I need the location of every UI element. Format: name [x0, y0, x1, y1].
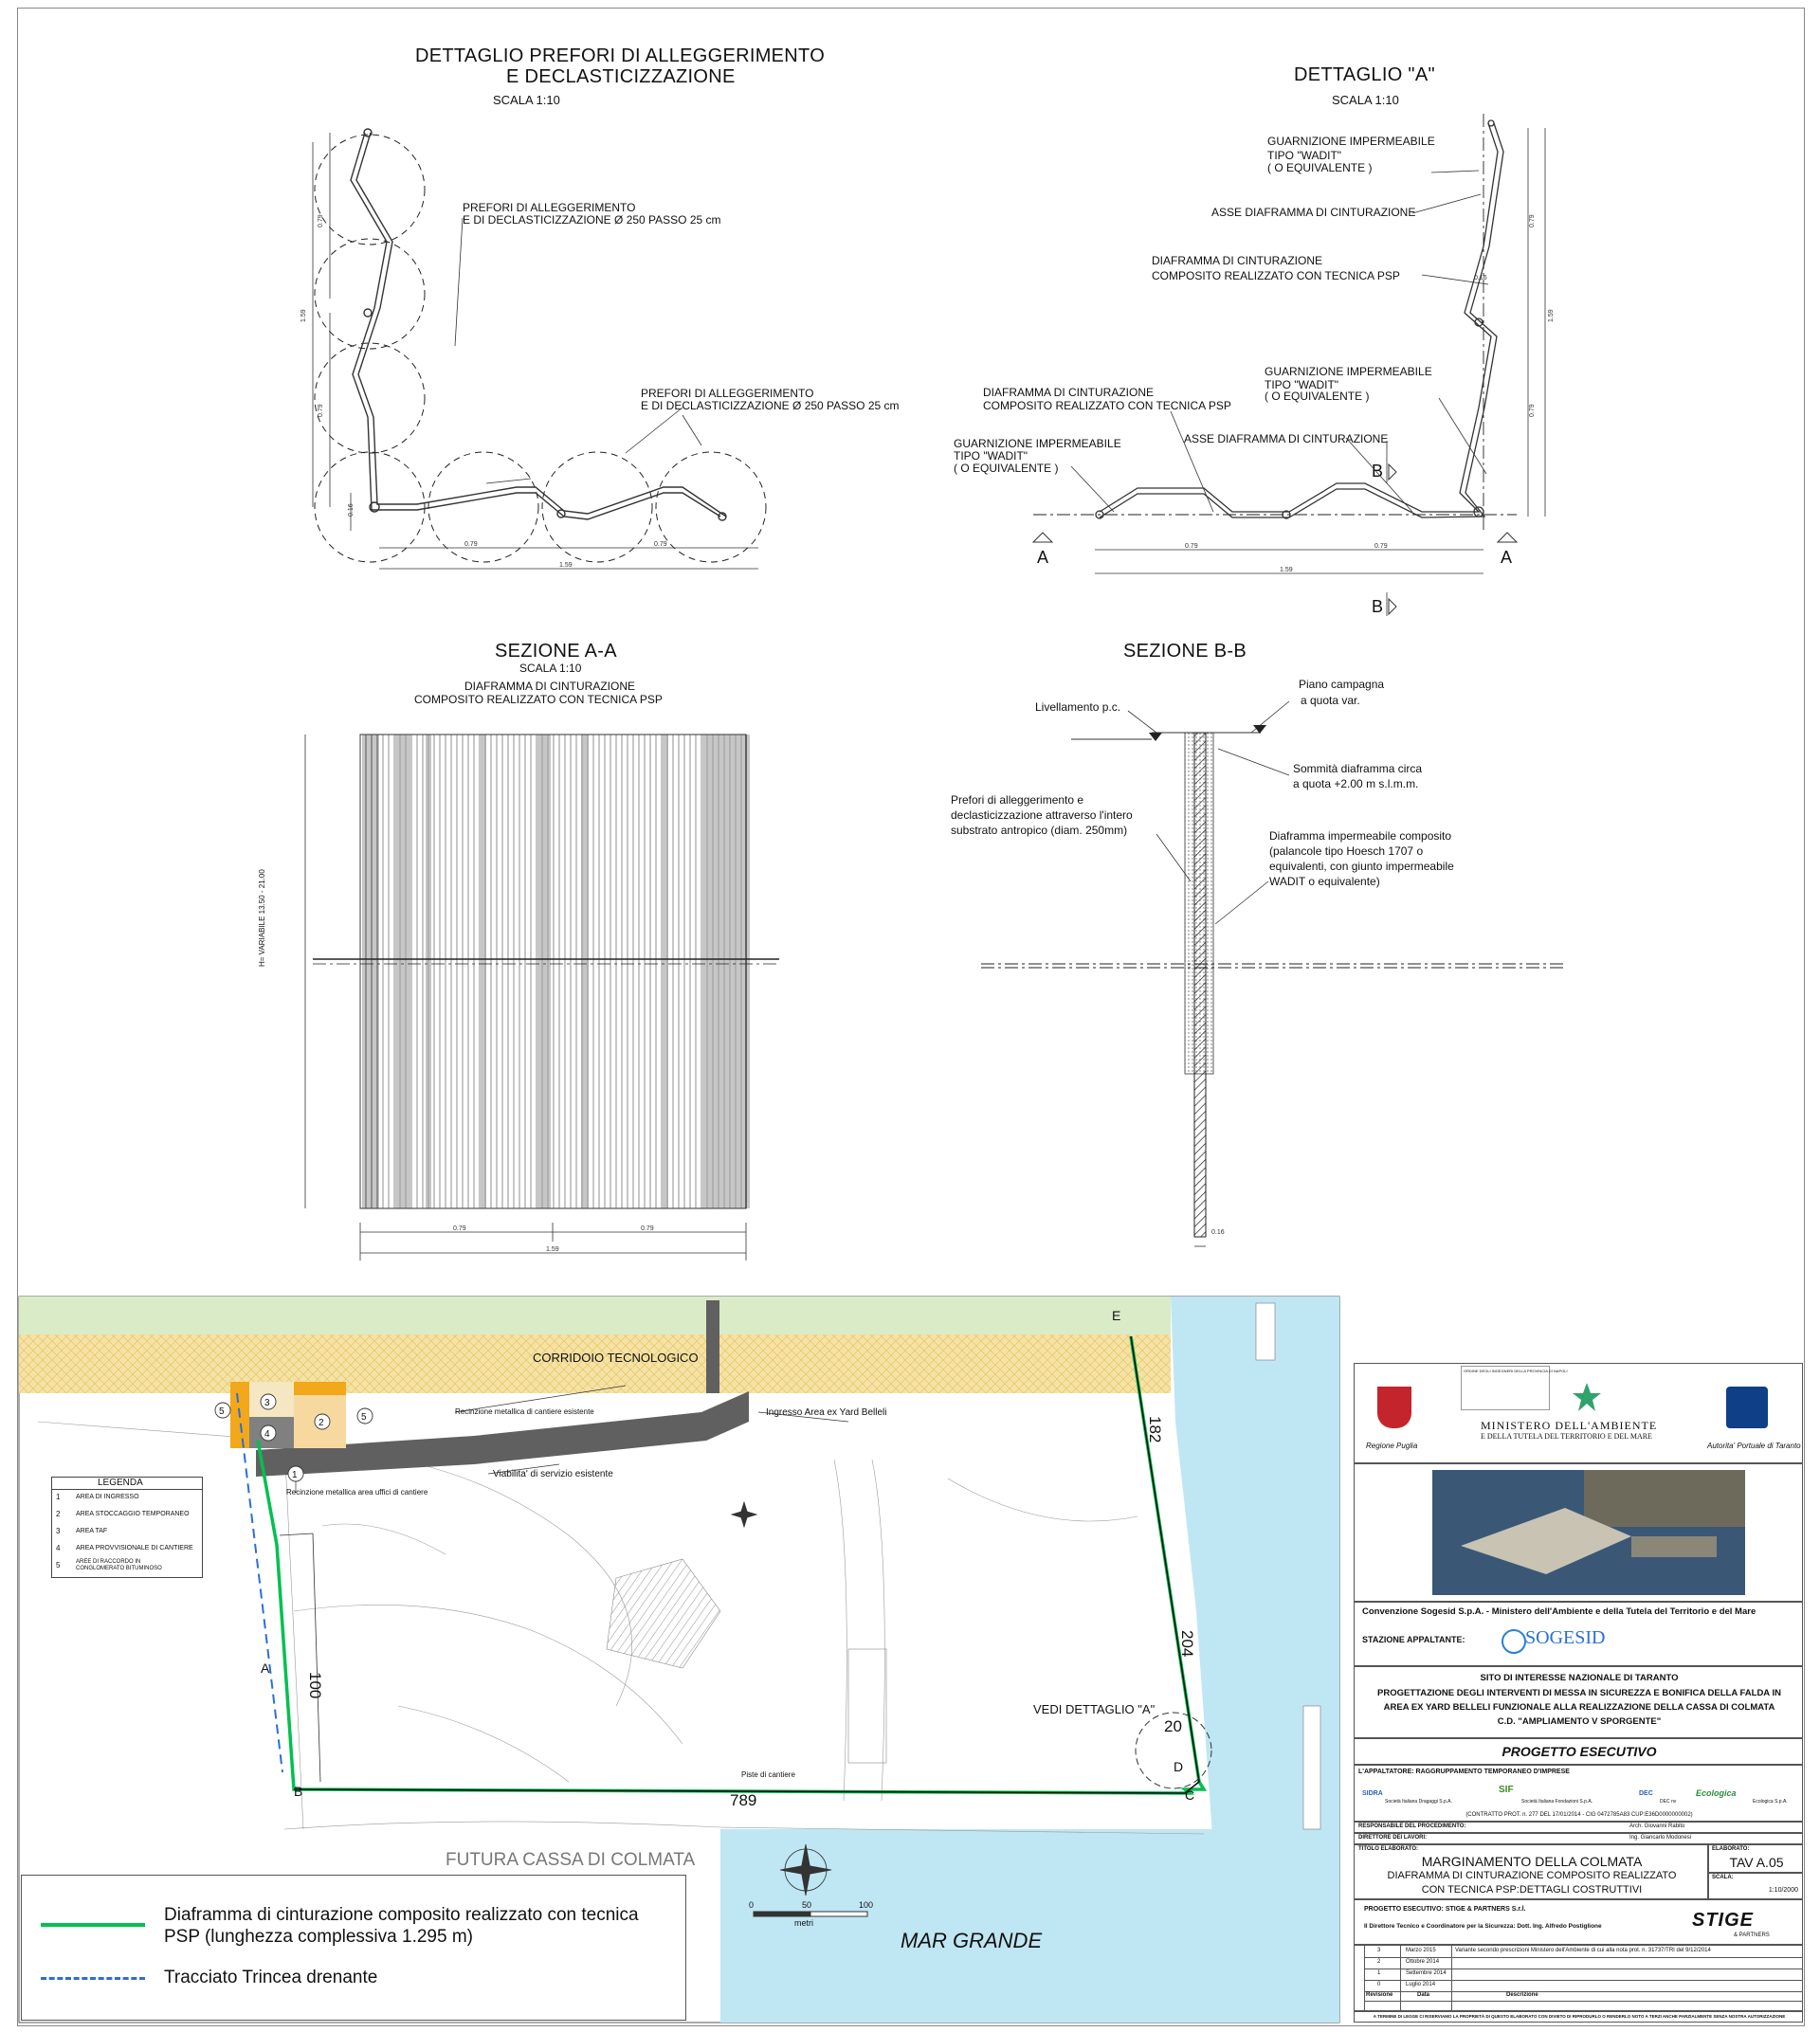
section-label-b-bottom: B — [1372, 597, 1384, 616]
prefori-dim: 0.79 — [318, 214, 324, 227]
point-label-b: B — [294, 1784, 303, 1799]
map-piste: Piste di cantiere — [741, 1770, 795, 1779]
map-mar-grande: MAR GRANDE — [901, 1929, 1043, 1952]
section-label-b-top: B — [1372, 462, 1384, 481]
impresa-logo: DEC — [1639, 1790, 1653, 1797]
ordine-stamp-text: ORDINE DEGLI INGEGNERI DELLA PROVINCIA DI NAPOLI — [1464, 1369, 1568, 1373]
detail-a-dim: 0.79 — [1185, 543, 1198, 550]
rev-date: Ottobre 2014 — [1406, 1959, 1440, 1965]
section-label-a-right: A — [1501, 548, 1513, 567]
area-number: 5 — [219, 1406, 225, 1417]
impresa-name: Ecologica S.p.A. — [1753, 1799, 1788, 1805]
legend-num: 5 — [56, 1561, 61, 1569]
impresa-logo: SIF — [1499, 1785, 1514, 1795]
legend-blue: Tracciato Trincea drenante — [164, 1968, 378, 1987]
autorita-label: Autorita' Portuale di Taranto — [1707, 1442, 1801, 1450]
prefori-dim: 0.16 — [348, 503, 355, 517]
map-recinzione-uffici: Recinzione metallica area uffici di cantiere — [286, 1488, 428, 1497]
sito-title: SITO DI INTERESSE NAZIONALE DI TARANTO — [1480, 1673, 1679, 1683]
ordine-stamp — [1461, 1366, 1568, 1410]
point-label-c: C — [1185, 1787, 1195, 1803]
detail-a-diaf1-2: COMPOSITO REALIZZATO CON TECNICA PSP — [1152, 269, 1400, 282]
rev-date: Settembre 2014 — [1406, 1970, 1447, 1976]
map-recinzione-cantiere: Recinzione metallica di cantiere esistente — [455, 1407, 594, 1416]
dim-789: 789 — [730, 1791, 757, 1809]
detail-a-dim: 1.59 — [1548, 309, 1555, 322]
legend-item: AREA DI INGRESSO — [76, 1494, 139, 1500]
area-number: 5 — [361, 1412, 367, 1423]
scale-tick: 0 — [749, 1900, 755, 1910]
stige-wordmark: STIGE — [1692, 1910, 1755, 1931]
area-number: 2 — [318, 1418, 324, 1428]
rev-number: 0 — [1377, 1982, 1381, 1987]
legend-green-2: PSP (lunghezza complessiva 1.295 m) — [164, 1927, 473, 1947]
sogesid-wordmark: SOGESID — [1525, 1627, 1606, 1648]
stige-sub: & PARTNERS — [1734, 1932, 1770, 1938]
sezione-bb-prefori-1: Prefori di alleggerimento e — [951, 793, 1084, 807]
aerial-photo — [1432, 1470, 1745, 1595]
legend-num: 3 — [56, 1527, 61, 1535]
sezione-bb-sommita-1: Sommità diaframma circa — [1293, 762, 1423, 775]
sezione-bb-diaf-4: WADIT o equivalente) — [1269, 875, 1380, 888]
detail-a-asse-1: ASSE DIAFRAMMA DI CINTURAZIONE — [1211, 206, 1416, 219]
point-label-e: E — [1112, 1308, 1121, 1323]
progettista: PROGETTO ESECUTIVO: STIGE & PARTNERS S.r.l. — [1364, 1906, 1526, 1913]
ministero-1: MINISTERO DELL'AMBIENTE — [1481, 1419, 1658, 1432]
impresa-logo: SIDRA — [1362, 1790, 1383, 1797]
rev-header-desc: Descrizione — [1506, 1992, 1538, 1998]
rev-date: Luglio 2014 — [1406, 1982, 1436, 1987]
sezione-bb-sommita-2: a quota +2.00 m s.l.m.m. — [1293, 777, 1419, 790]
revisions-table — [1354, 1945, 1803, 2011]
detail-a-guarn-low-2: TIPO "WADIT" — [954, 449, 1028, 463]
detail-a-asse-2: ASSE DIAFRAMMA DI CINTURAZIONE — [1184, 432, 1389, 445]
sezione-aa-sub-1: DIAFRAMMA DI CINTURAZIONE — [464, 680, 636, 693]
direttore-row — [1354, 1833, 1803, 1844]
blue-line-swatch — [41, 1977, 145, 1980]
legend-item: AREE DI RACCORDO IN CONGLOMERATO BITUMINOSO — [76, 1559, 162, 1571]
map-futura: FUTURA CASSA DI COLMATA — [446, 1850, 696, 1870]
scale-tick: 100 — [859, 1900, 874, 1910]
sezione-aa-sub-2: COMPOSITO REALIZZATO CON TECNICA PSP — [414, 693, 663, 706]
map-viabilita: Viabilita' di servizio esistente — [493, 1469, 613, 1479]
sezione-aa-dim: 0.79 — [641, 1225, 654, 1232]
green-line-swatch — [41, 1923, 145, 1927]
legend-num: 2 — [56, 1510, 61, 1518]
detail-a-dim: 1.59 — [1280, 567, 1293, 573]
sezione-bb-piano-2: a quota var. — [1301, 694, 1360, 707]
sezione-aa-dim: 0.79 — [453, 1225, 466, 1232]
dim-204: 204 — [1178, 1630, 1196, 1658]
map-vedi-dettaglio: VEDI DETTAGLIO "A" — [1033, 1702, 1156, 1716]
prefori-scale: SCALA 1:10 — [493, 93, 560, 107]
detail-a-guarn-top-1: GUARNIZIONE IMPERMEABILE — [1267, 135, 1435, 148]
rev-number: 3 — [1377, 1948, 1381, 1953]
responsabile-name: Arch. Giovanni Rabito — [1629, 1823, 1685, 1829]
stazione-label: STAZIONE APPALTANTE: — [1362, 1635, 1465, 1644]
point-label-a: A — [261, 1660, 270, 1676]
dim-100: 100 — [306, 1672, 324, 1699]
appaltatore-label: L'APPALTATORE: RAGGRUPPAMENTO TEMPORANEO D'IMPRESE — [1358, 1769, 1570, 1775]
scala-cell — [1708, 1873, 1803, 1899]
sezione-aa-title: SEZIONE A-A — [495, 641, 617, 662]
scala-label: SCALA: — [1712, 1875, 1734, 1880]
legend-item: AREA TAF — [76, 1528, 108, 1534]
elaborato-code: TAV A.05 — [1729, 1855, 1784, 1870]
detail-a-guarn-top-2: TIPO "WADIT" — [1267, 149, 1342, 162]
scale-tick: 50 — [802, 1900, 812, 1910]
section-label-a-left: A — [1037, 548, 1049, 567]
detail-a-title: DETTAGLIO "A" — [1294, 64, 1435, 85]
detail-a-guarn-low-3: ( O EQUIVALENTE ) — [954, 462, 1059, 475]
prefori-title-2: E DECLASTICIZZAZIONE — [506, 66, 736, 87]
scale-unit: metri — [794, 1918, 813, 1928]
rev-desc: Variante secondo prescrizioni Ministero dell'Ambiente di cui alla nota prot. n. 31737/TRI del 9/12/2014 — [1455, 1948, 1711, 1953]
ministero-2: E DELLA TUTELA DEL TERRITORIO E DEL MARE — [1481, 1432, 1652, 1441]
prefori-note1-2: E DI DECLASTICIZZAZIONE Ø 250 PASSO 25 cm — [463, 213, 721, 227]
convenzione-text: Convenzione Sogesid S.p.A. - Ministero dell'Ambiente e della Tutela del Territorio e del Mare — [1362, 1606, 1756, 1617]
coordinatore: Il Direttore Tecnico e Coordinatore per la Sicurezza: Dott. Ing. Alfredo Postiglione — [1364, 1923, 1602, 1930]
area-number: 1 — [292, 1470, 298, 1480]
rev-header-data: Data — [1417, 1992, 1430, 1998]
map-legend — [51, 1477, 203, 1578]
sezione-bb-diaf-1: Diaframma impermeabile composito — [1269, 829, 1452, 843]
prefori-dim: 1.59 — [559, 562, 573, 569]
detail-a-diaf2-2: COMPOSITO REALIZZATO CON TECNICA PSP — [983, 399, 1231, 412]
progettazione-3: C.D. "AMPLIAMENTO V SPORGENTE" — [1497, 1716, 1662, 1727]
detail-a-dim: 0.79 — [1529, 214, 1536, 227]
progetto-cell — [1354, 1738, 1803, 1765]
contratto: (CONTRATTO PROT. n. 277 DEL 17/01/2014 - CIG 0472785A83 CUP:E36D0000000002) — [1465, 1812, 1693, 1818]
impresa-name: Società Italiana Fondazioni S.p.A. — [1521, 1799, 1593, 1805]
progettazione-1: PROGETTAZIONE DEGLI INTERVENTI DI MESSA IN SICUREZZA E BONIFICA DELLA FALDA IN — [1377, 1688, 1781, 1698]
prefori-title-1: DETTAGLIO PREFORI DI ALLEGGERIMENTO — [415, 45, 826, 66]
sezione-bb-prefori-3: substrato antropico (diam. 250mm) — [951, 824, 1128, 837]
titolo-label: TITOLO ELABORATO: — [1358, 1846, 1418, 1852]
progettazione-2: AREA EX YARD BELLELI FUNZIONALE ALLA REALIZZAZIONE DELLA CASSA DI COLMATA — [1383, 1702, 1775, 1713]
impresa-logo: Ecologica — [1696, 1788, 1737, 1798]
footer-cell — [1354, 2011, 1803, 2023]
prefori-note2-2: E DI DECLASTICIZZAZIONE Ø 250 PASSO 25 cm — [641, 399, 900, 412]
rev-number: 2 — [1377, 1959, 1381, 1965]
prefori-dim: 0.79 — [464, 541, 478, 548]
titolo-2: DIAFRAMMA DI CINTURAZIONE COMPOSITO REALIZZATO — [1387, 1870, 1677, 1881]
sogesid-logo-icon — [1502, 1629, 1526, 1654]
autorita-logo-icon — [1726, 1387, 1768, 1428]
legend-item: AREA STOCCAGGIO TEMPORANEO — [76, 1511, 190, 1517]
regione-crest-icon — [1377, 1387, 1411, 1428]
detail-a-scale: SCALA 1:10 — [1332, 93, 1399, 107]
legend-item: AREA PROVVISIONALE DI CANTIERE — [76, 1545, 193, 1551]
detail-a-dim: 0.79 — [1529, 404, 1536, 417]
sezione-aa-scale: SCALA 1:10 — [519, 662, 582, 675]
point-label-d: D — [1174, 1759, 1184, 1774]
titolo-cell — [1354, 1844, 1708, 1899]
legend-title: LEGENDA — [98, 1478, 143, 1488]
prefori-note1-1: PREFORI DI ALLEGGERIMENTO — [463, 201, 636, 214]
detail-a-guarn-mid-2: TIPO "WADIT" — [1265, 378, 1339, 391]
prefori-dim: 0.79 — [318, 404, 324, 417]
area-number: 4 — [264, 1429, 270, 1440]
sezione-bb-prefori-2: declasticizzazione attraverso l'intero — [951, 808, 1133, 822]
sezione-aa-dim: 1.59 — [546, 1246, 559, 1253]
sezione-bb-dim: 0.16 — [1211, 1229, 1225, 1236]
legend-green-1: Diaframma di cinturazione composito realizzato con tecnica — [164, 1905, 639, 1925]
impresa-name: Società Italiana Dragaggi S.p.A. — [1385, 1799, 1452, 1805]
area-number: 3 — [264, 1398, 270, 1408]
convenzione-cell — [1354, 1602, 1803, 1666]
legend-num: 4 — [56, 1544, 61, 1552]
responsabile-row — [1354, 1822, 1803, 1833]
responsabile-label: RESPONSABILE DEL PROCEDIMENTO: — [1358, 1823, 1466, 1829]
star-icon — [1573, 1383, 1593, 1404]
impresa-name: DEC nv — [1660, 1799, 1677, 1805]
sezione-bb-diaf-3: equivalenti, con giunto impermeabile — [1269, 860, 1454, 873]
rev-date: Marzo 2015 — [1406, 1948, 1436, 1953]
direttore-name: Ing. Giancarlo Modonesi — [1629, 1835, 1692, 1841]
prefori-dim: 1.59 — [300, 309, 307, 322]
rev-header-rev: Revisione — [1366, 1992, 1393, 1998]
footer-note: A TERMINE DI LEGGE CI RISERVIAMO LA PROPRIETÀ DI QUESTO ELABORATO CON DIVIETO DI RIPRODURLO O RENDERLO NOTO A TERZI ANCHE PARZIALMENTE SENZA NOSTRA AUTORIZZAZIONE — [1373, 2014, 1786, 2019]
detail-a-dim: 0.16 — [1474, 275, 1487, 281]
prefori-dim: 0.79 — [654, 541, 667, 548]
prefori-note2-1: PREFORI DI ALLEGGERIMENTO — [641, 387, 814, 400]
sezione-bb-livellamento: Livellamento p.c. — [1035, 700, 1121, 714]
titolo-1: MARGINAMENTO DELLA COLMATA — [1421, 1854, 1643, 1869]
detail-a-dim: 0.79 — [1374, 543, 1388, 550]
map-ingresso: Ingresso Area ex Yard Belleli — [766, 1407, 887, 1418]
dim-182: 182 — [1146, 1416, 1164, 1443]
detail-a-diaf2-1: DIAFRAMMA DI CINTURAZIONE — [983, 386, 1155, 399]
detail-a-guarn-top-3: ( O EQUIVALENTE ) — [1267, 161, 1373, 174]
direttore-label: DIRETTORE DEI LAVORI: — [1358, 1835, 1428, 1841]
legend-num: 1 — [56, 1493, 61, 1501]
map-corridoio: CORRIDOIO TECNOLOGICO — [533, 1351, 699, 1365]
logos-row — [1354, 1363, 1803, 1463]
sezione-bb-diaf-2: (palancole tipo Hoesch 1707 o — [1269, 844, 1424, 858]
sezione-bb-title: SEZIONE B-B — [1123, 641, 1247, 662]
rev-number: 1 — [1377, 1970, 1381, 1976]
detail-a-guarn-mid-3: ( O EQUIVALENTE ) — [1265, 390, 1370, 403]
dim-20: 20 — [1164, 1717, 1182, 1735]
detail-a-guarn-mid-1: GUARNIZIONE IMPERMEABILE — [1265, 365, 1432, 378]
titolo-3: CON TECNICA PSP:DETTAGLI COSTRUTTIVI — [1421, 1884, 1643, 1896]
regione-label: Regione Puglia — [1366, 1442, 1418, 1450]
scala-value: 1:10/2000 — [1768, 1887, 1798, 1894]
detail-a-diaf1-1: DIAFRAMMA DI CINTURAZIONE — [1152, 254, 1323, 267]
photo-cell — [1354, 1463, 1803, 1602]
appaltatore-cell — [1354, 1765, 1803, 1822]
elaborato-cell — [1708, 1844, 1803, 1873]
sito-cell — [1354, 1666, 1803, 1738]
progetto-esecutivo: PROGETTO ESECUTIVO — [1502, 1744, 1657, 1759]
progettista-cell — [1354, 1899, 1803, 1945]
sezione-aa-vertical-dim: H= VARIABILE 13.50 - 21.00 — [258, 869, 266, 967]
detail-a-guarn-low-1: GUARNIZIONE IMPERMEABILE — [954, 437, 1121, 450]
sezione-bb-piano-1: Piano campagna — [1299, 678, 1385, 691]
elaborato-label: ELABORATO: — [1712, 1846, 1750, 1852]
map-bottom-legend — [21, 1875, 686, 2021]
